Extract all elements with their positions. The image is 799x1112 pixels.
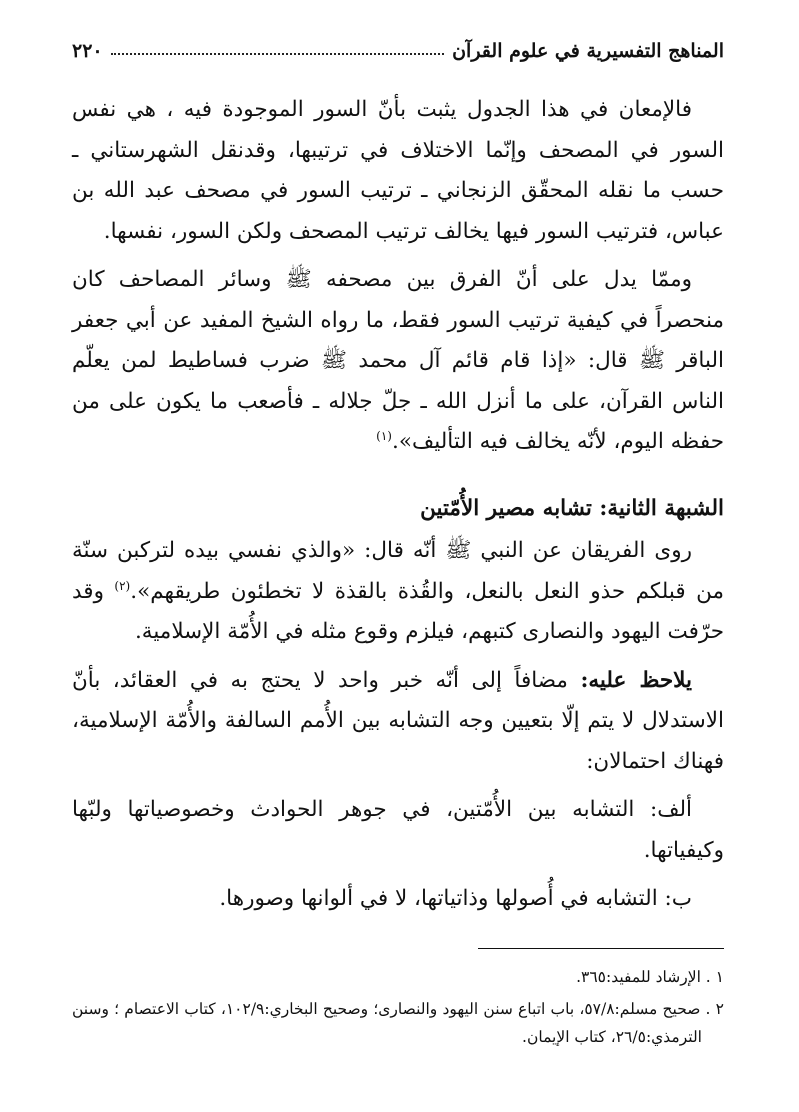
book-page <box>72 26 724 1096</box>
item-alif: ألف: التشابه بين الأُمّتين، في جوهر الحوادث وخصوصياتها ولبّها وكيفياتها. <box>72 797 724 863</box>
page-number: ٢٢٠ <box>72 40 103 62</box>
paragraph-4 <box>72 661 724 783</box>
item-ba: ب: التشابه في أُصولها وذاتياتها، لا في ألوانها وصورها. <box>219 886 692 911</box>
body-text <box>72 90 724 920</box>
footnote-1: ١ . الإرشاد للمفيد:٣٦٥. <box>576 967 724 986</box>
footnote-ref-2[interactable]: (٢) <box>114 578 131 593</box>
paragraph-3-text-a: روى الفريقان عن النبي ﷺ أنّه قال: «والذي نفسي بيده لتركبن سنّة من قبلكم حذو النعل بالنعل، والقُذة بالقذة لا تخطئون طريقهم». <box>72 538 725 604</box>
section-heading: الشبهة الثانية: تشابه مصير الأُمّتين <box>420 495 724 521</box>
dotted-leader <box>111 53 444 55</box>
paragraph-1: فالإمعان في هذا الجدول يثبت بأنّ السور الموجودة فيه ، هي نفس السور في المصحف وإنّما الاختلاف في ترتيبها، وقدنقل الشهرستاني ـ حسب ما نقله المحقّق الزنجاني ـ ترتيب السور في مصحف عبد الله بن عباس، فترتيب السور فيها يخالف ترتيب المصحف ولكن السور، نفسها. <box>72 97 724 244</box>
footnote-2: ٢ . صحيح مسلم:٥٧/٨، باب اتباع سنن اليهود والنصارى؛ وصحيح البخاري:١٠٢/٩، كتاب الاعتصام ؛ وسنن الترمذي:٢٦/٥، كتاب الإيمان. <box>72 999 724 1046</box>
running-head-title: المناهج التفسيرية في علوم القرآن <box>452 40 724 62</box>
paragraph-3-text-b: وقد حرّفت اليهود والنصارى كتبهم، فيلزم وقوع مثله في الأُمّة الإسلامية. <box>72 578 724 644</box>
footnote-ref-1[interactable]: (١) <box>376 428 392 443</box>
paragraph-4-text: مضافاً إلى أنّه خبر واحد لا يحتج به في العقائد، بأنّ الاستدلال لا يتم إلّا بتعيين وجه التشابه بين الأُمم السالفة والأُمّة الإسلامية، فهناك احتمالان: <box>72 667 724 774</box>
footnote-separator <box>478 948 724 949</box>
running-head <box>72 26 724 62</box>
paragraph-4-lead: يلاحظ عليه: <box>580 667 692 693</box>
footnotes <box>72 963 724 1051</box>
paragraph-2 <box>72 260 724 463</box>
paragraph-3 <box>72 531 724 653</box>
paragraph-2-text: وممّا يدل على أنّ الفرق بين مصحفه ﷺ وسائر المصاحف كان منحصراً في كيفية ترتيب السور فقط، ما رواه الشيخ المفيد عن أبي جعفر الباقر ﷺ قال: «إذا قام قائم آل محمد ﷺ ضرب فساطيط لمن يعلّم الناس القرآن، على ما أنزل الله ـ جلّ جلاله ـ فأصعب ما يكون على من حفظه اليوم، لأنّه يخالف فيه التأليف». <box>72 267 724 454</box>
